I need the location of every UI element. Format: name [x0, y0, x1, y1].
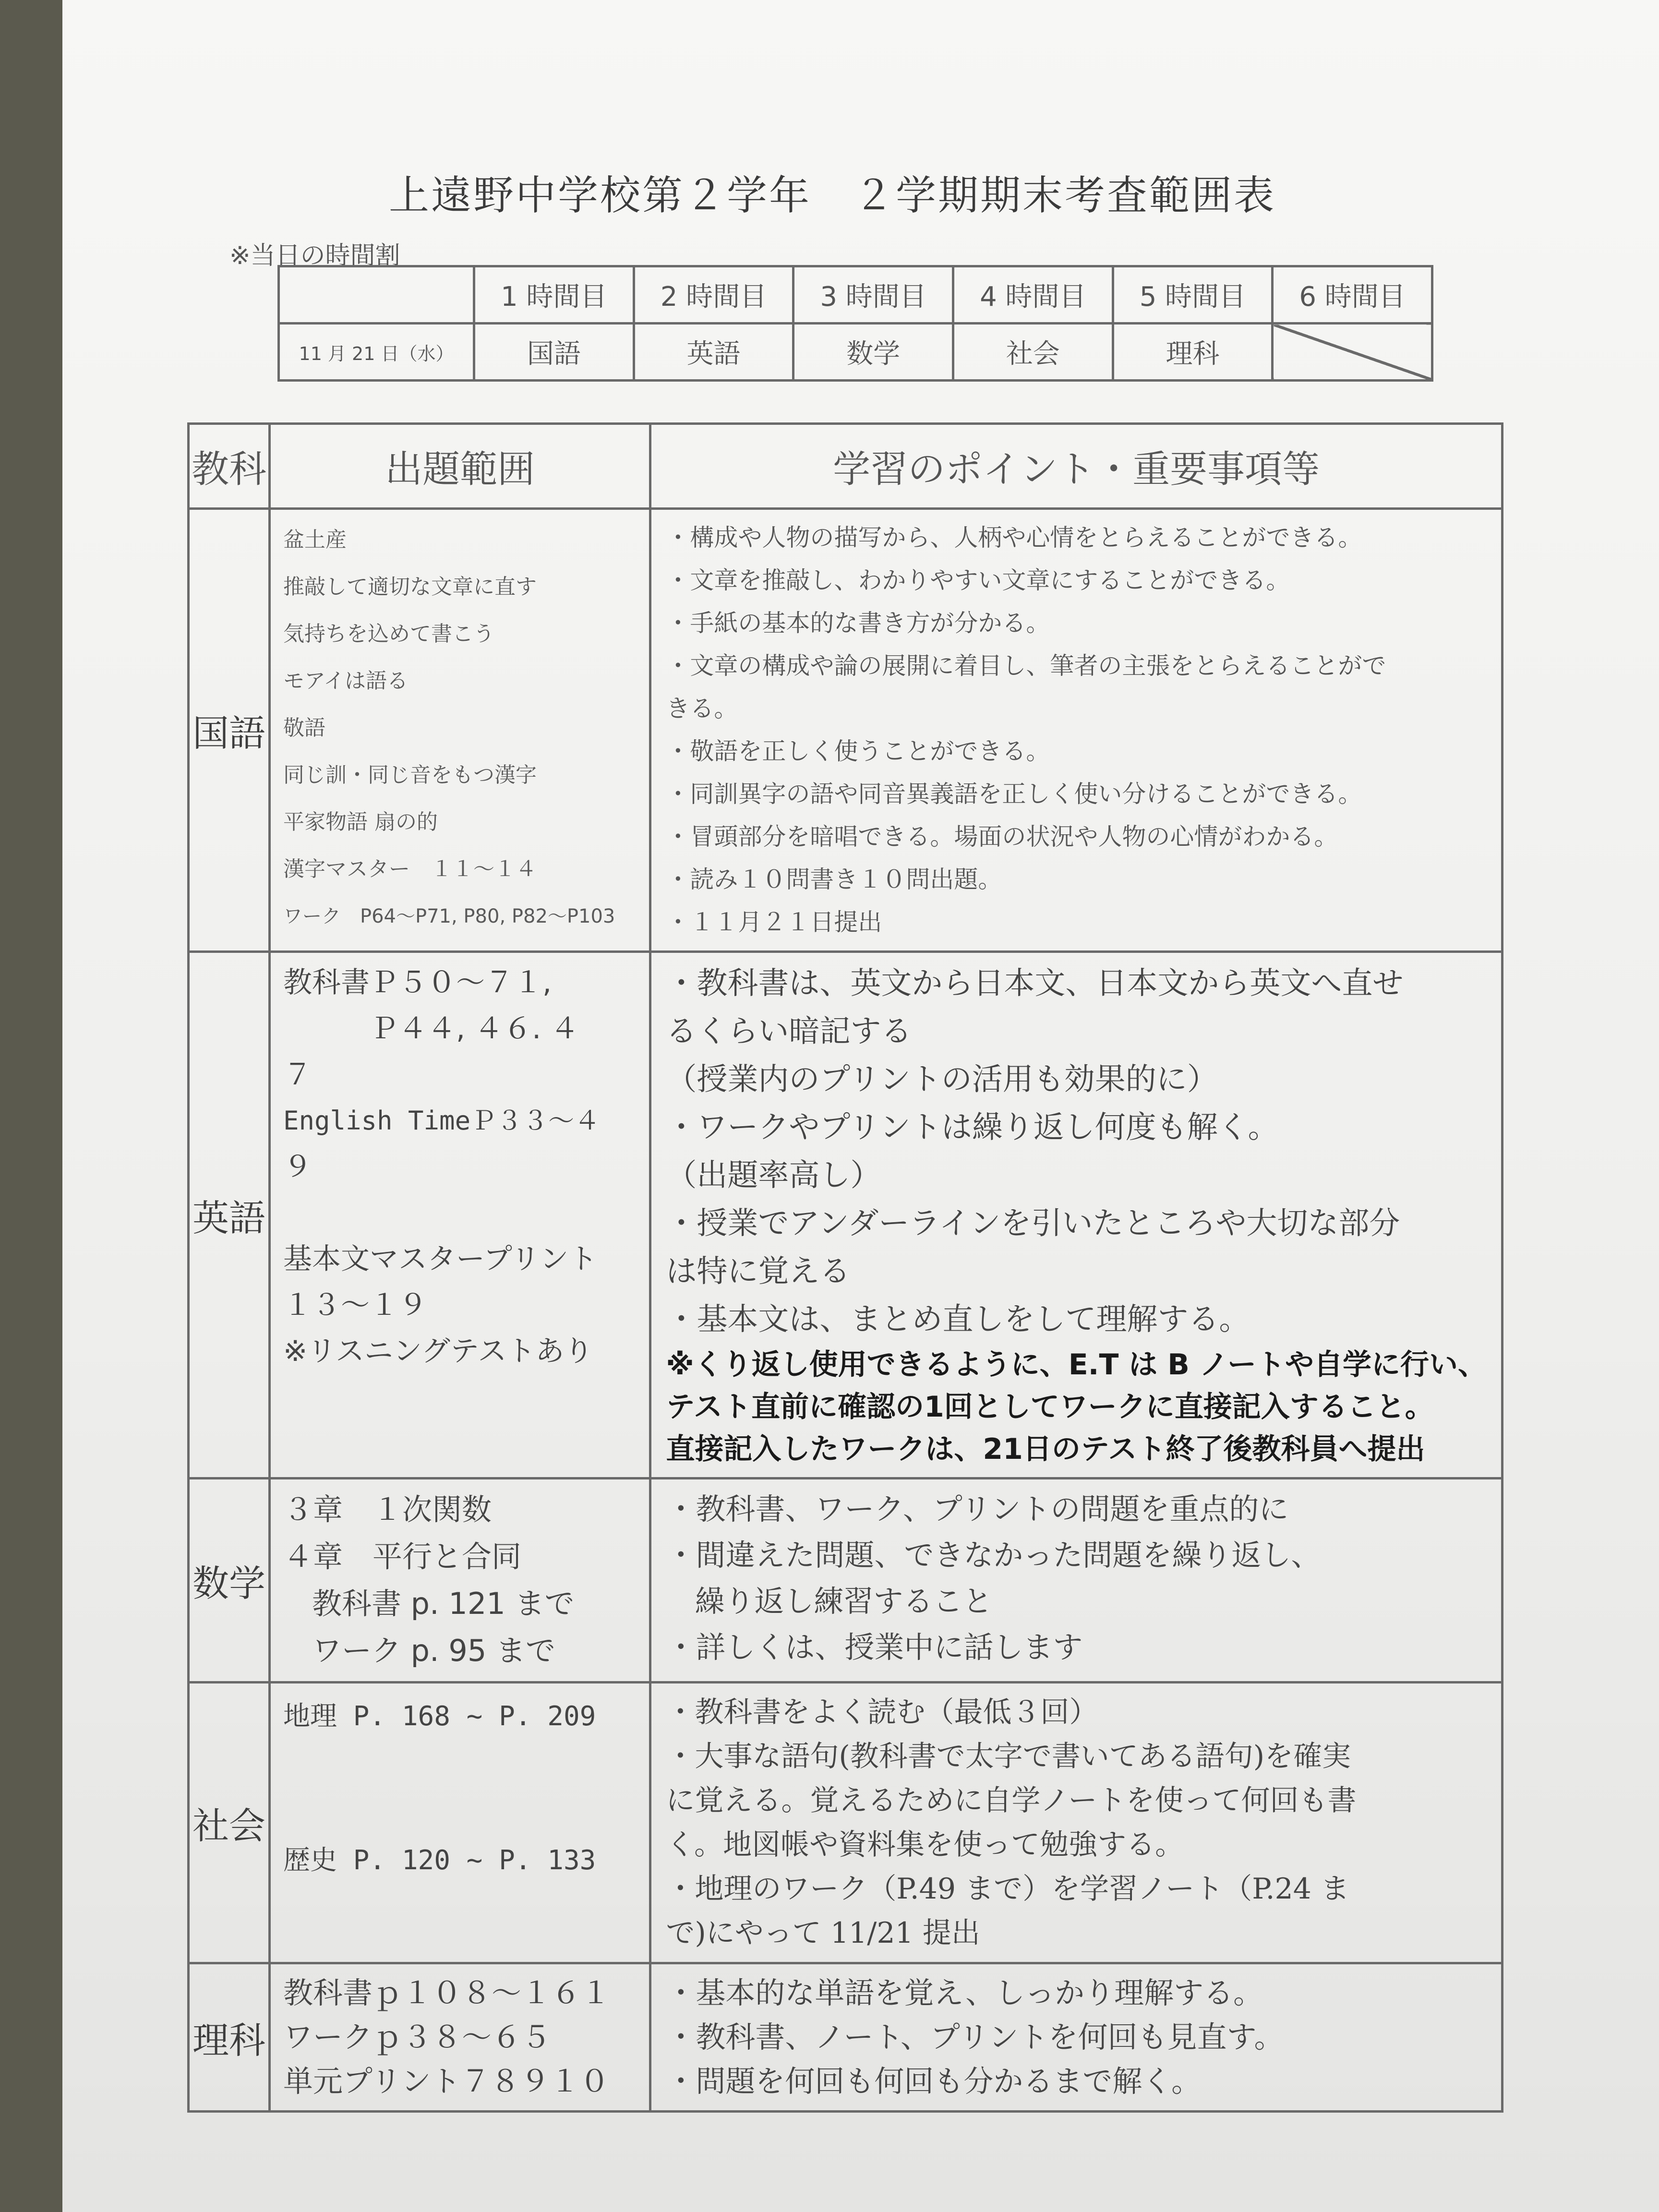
science-points	[650, 1963, 1503, 2112]
japanese-range-item: ワーク P64～P71, P80, P82～P103	[283, 905, 615, 927]
math-range-item: ワーク p. 95 まで	[312, 1633, 556, 1668]
japanese-point: ・構成や人物の描写から、人柄や心情をとらえることができる。	[666, 524, 1362, 552]
english-submission-note: ※くり返し使用できるように、E.T は B ノートや自学に行い、	[666, 1348, 1487, 1382]
schedule-subject-row	[279, 324, 1432, 381]
japanese-range	[269, 509, 650, 952]
schedule-header-row	[279, 266, 1432, 324]
english-range-item: Ｐ４４, ４６. ４	[369, 1012, 579, 1046]
math-range-item: ３章 １次関数	[283, 1492, 492, 1527]
english-row	[189, 952, 1503, 1479]
japanese-subject: 国語	[189, 509, 270, 952]
schedule-corner-cell	[279, 266, 474, 324]
japanese-point: ・同訓異字の語や同音異義語を正しく使い分けることができる。	[666, 780, 1362, 808]
japanese-point: ・手紙の基本的な書き方が分かる。	[666, 609, 1050, 637]
science-point: ・教科書、ノート、プリントを何回も見直す。	[666, 2020, 1284, 2055]
english-submission-note: テスト直前に確認の1回としてワークに直接記入すること。	[666, 1390, 1434, 1424]
period-4-subject: 社会	[953, 324, 1113, 381]
english-point: ・教科書は、英文から日本文、日本文から英文へ直せ	[666, 966, 1404, 1001]
exam-range-table	[187, 422, 1503, 2113]
social-point: に覚える。覚えるために自学ノートを使って何回も書	[666, 1784, 1357, 1817]
exam-schedule-table	[277, 265, 1433, 382]
math-range	[269, 1479, 650, 1683]
english-range	[269, 952, 650, 1479]
english-range-item: 基本文マスタープリント	[283, 1242, 598, 1276]
english-range-item: ９	[283, 1150, 312, 1184]
social-range-history: 歴史 P. 120 ~ P. 133	[283, 1845, 596, 1876]
social-point: ・大事な語句(教科書で太字で書いてある語句)を確実	[666, 1740, 1351, 1773]
japanese-point: ・文章の構成や論の展開に着目し、筆者の主張をとらえることがで	[666, 652, 1386, 680]
english-point: ・基本文は、まとめ直しをして理解する。	[666, 1302, 1250, 1337]
japanese-point: ・敬語を正しく使うことができる。	[666, 737, 1050, 765]
period-3-subject: 数学	[793, 324, 953, 381]
science-point: ・問題を何回も何回も分かるまで解く。	[666, 2064, 1202, 2099]
japanese-row	[189, 509, 1503, 952]
japanese-range-item: 平家物語 扇の的	[283, 810, 438, 834]
math-point: ・間違えた問題、できなかった問題を繰り返し、	[666, 1538, 1321, 1573]
social-subject: 社会	[189, 1683, 270, 1963]
social-range	[269, 1683, 650, 1963]
japanese-range-item: 敬語	[283, 716, 325, 740]
science-row	[189, 1963, 1503, 2112]
english-range-item: English TimeＰ３３～４	[283, 1106, 601, 1136]
range-table-header-row	[189, 424, 1503, 509]
japanese-range-item: 漢字マスター １１～１４	[283, 857, 537, 881]
math-points	[650, 1479, 1503, 1683]
japanese-range-item: 気持ちを込めて書こう	[283, 622, 494, 646]
english-submission-note: 直接記入したワークは、21日のテスト終了後教科員へ提出	[666, 1432, 1425, 1466]
math-range-item: ４章 平行と合同	[283, 1539, 521, 1574]
science-range-item: 単元プリント７８９１０	[283, 2064, 610, 2099]
schedule-note: ※当日の時間割	[229, 241, 400, 270]
math-subject: 数学	[189, 1479, 270, 1683]
social-range-geography: 地理 P. 168 ~ P. 209	[283, 1701, 596, 1732]
english-point: るくらい暗記する	[666, 1014, 912, 1049]
science-range-item: ワークｐ３８～６５	[283, 2020, 551, 2055]
period-5-subject: 理科	[1113, 324, 1273, 381]
math-row	[189, 1479, 1503, 1683]
period-1-header: 1 時間目	[474, 266, 634, 324]
english-point: は特に覚える	[666, 1254, 851, 1289]
math-point: ・教科書、ワーク、プリントの問題を重点的に	[666, 1491, 1289, 1527]
english-points	[650, 952, 1503, 1479]
japanese-point: ・読み１０問書き１０問出題。	[666, 866, 1002, 893]
math-point: 繰り返し練習すること	[695, 1584, 993, 1619]
english-point: ・授業でアンダーラインを引いたところや大切な部分	[666, 1206, 1400, 1241]
english-point: （授業内のプリントの活用も効果的に）	[666, 1062, 1218, 1097]
japanese-point: ・１１月２１日提出	[666, 908, 882, 936]
english-range-item: 教科書Ｐ５０～７１,	[283, 966, 552, 999]
social-point: ・教科書をよく読む（最低３回）	[666, 1695, 1098, 1729]
subject-column-header: 教科	[189, 424, 270, 509]
points-column-header: 学習のポイント・重要事項等	[650, 424, 1503, 509]
english-subject: 英語	[189, 952, 270, 1479]
period-1-subject: 国語	[474, 324, 634, 381]
english-range-item: ※リスニングテストあり	[283, 1334, 593, 1368]
social-point: ・地理のワーク（P.49 まで）を学習ノート（P.24 ま	[666, 1872, 1349, 1906]
period-3-header: 3 時間目	[793, 266, 953, 324]
english-point: ・ワークやプリントは繰り返し何度も解く。	[666, 1110, 1279, 1145]
social-row	[189, 1683, 1503, 1963]
math-range-item: 教科書 p. 121 まで	[312, 1586, 575, 1621]
japanese-points	[650, 509, 1503, 952]
english-range-item: １３～１９	[283, 1288, 427, 1322]
exam-date: 11 月 21 日（水）	[279, 324, 474, 381]
range-column-header: 出題範囲	[269, 424, 650, 509]
japanese-point: ・文章を推敲し、わかりやすい文章にすることができる。	[666, 566, 1290, 594]
japanese-point: きる。	[666, 695, 738, 722]
period-4-header: 4 時間目	[953, 266, 1113, 324]
english-point: （出題率高し）	[666, 1158, 881, 1193]
period-6-header: 6 時間目	[1273, 266, 1432, 324]
period-2-subject: 英語	[634, 324, 793, 381]
document-title: 上遠野中学校第２学年 ２学期期末考査範囲表	[389, 172, 1276, 219]
period-2-header: 2 時間目	[634, 266, 793, 324]
english-range-item: ７	[283, 1058, 312, 1092]
science-range	[269, 1963, 650, 2112]
social-points	[650, 1683, 1503, 1963]
social-point: く。地図帳や資料集を使って勉強する。	[666, 1828, 1184, 1862]
japanese-range-item: 推敲して適切な文章に直す	[283, 575, 537, 599]
period-5-header: 5 時間目	[1113, 266, 1273, 324]
social-point: で)にやって 11/21 提出	[666, 1916, 980, 1950]
japanese-range-item: モアイは語る	[283, 669, 408, 693]
japanese-point: ・冒頭部分を暗唱できる。場面の状況や人物の心情がわかる。	[666, 823, 1338, 851]
period-6-empty-cell	[1273, 324, 1432, 381]
science-range-item: 教科書ｐ１０８～１６１	[283, 1975, 611, 2010]
japanese-range-item: 盆土産	[283, 528, 347, 552]
science-point: ・基本的な単語を覚え、しっかり理解する。	[666, 1975, 1263, 2010]
math-point: ・詳しくは、授業中に話します	[666, 1630, 1083, 1665]
japanese-range-item: 同じ訓・同じ音をもつ漢字	[283, 763, 537, 787]
english-range-item	[283, 1190, 637, 1236]
science-subject: 理科	[189, 1963, 270, 2112]
